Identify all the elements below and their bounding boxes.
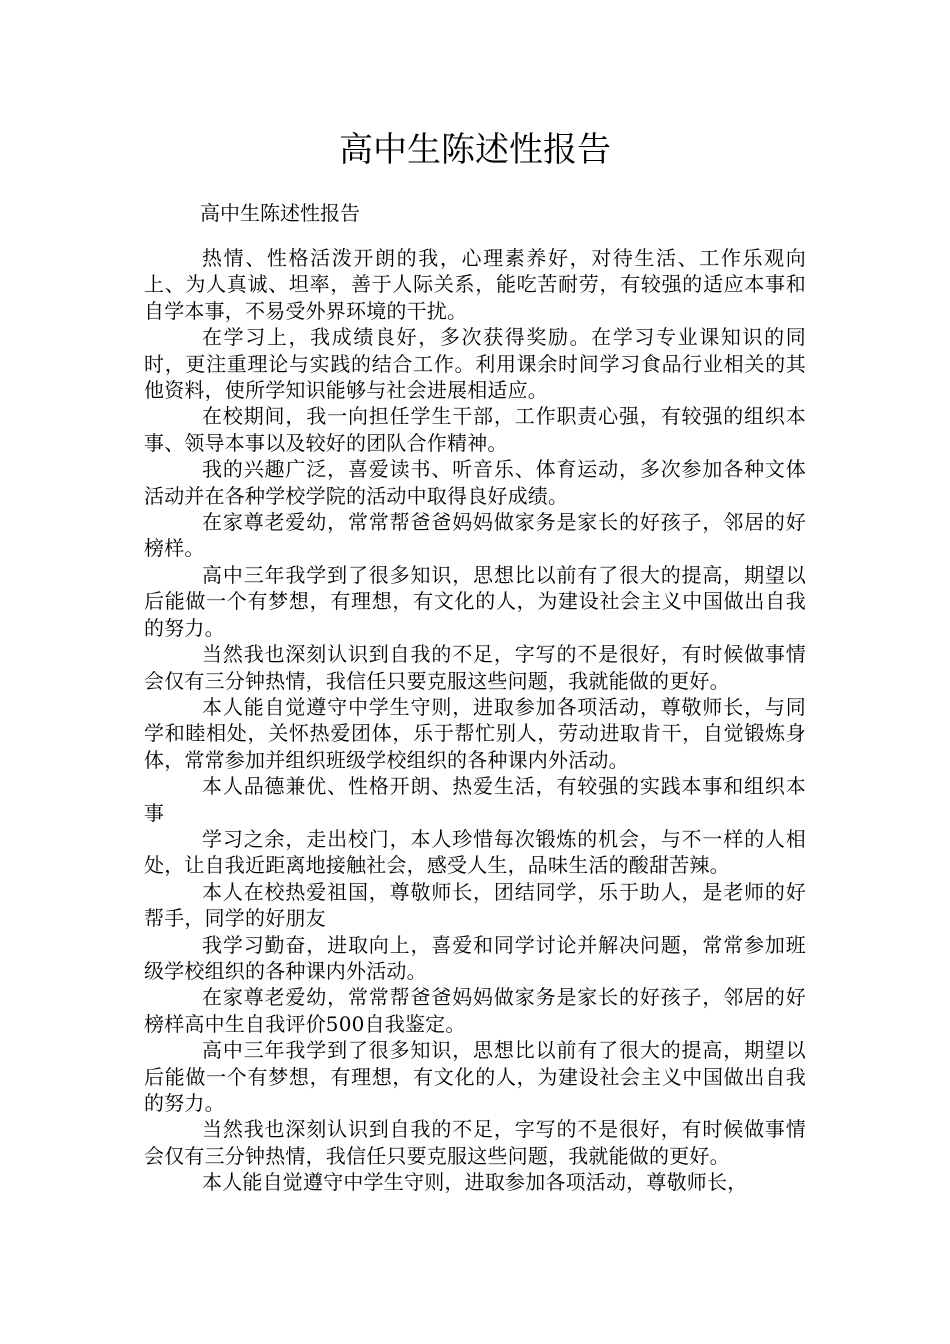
paragraph: 学习之余，走出校门，本人珍惜每次锻炼的机会，与不一样的人相处，让自我近距离地接触社会，感受人生，品味生活的酸甜苦辣。 [144, 826, 806, 878]
page-title: 高中生陈述性报告 [339, 130, 611, 170]
paragraph: 我学习勤奋，进取向上，喜爱和同学讨论并解决问题，常常参加班级学校组织的各种课内外活动。 [144, 932, 806, 983]
paragraph: 本人品德兼优、性格开朗、热爱生活，有较强的实践本事和组织本事 [144, 774, 806, 825]
paragraph: 在家尊老爱幼，常常帮爸爸妈妈做家务是家长的好孩子，邻居的好榜样高中生自我评价500自我鉴定。 [144, 985, 806, 1036]
paragraph: 在学习上，我成绩良好，多次获得奖励。在学习专业课知识的同时，更注重理论与实践的结合工作。利用课余时间学习食品行业相关的其他资料，使所学知识能够与社会进展相适应。 [144, 325, 806, 403]
paragraph: 本人能自觉遵守中学生守则，进取参加各项活动，尊敬师长，与同学和睦相处，关怀热爱团体，乐于帮忙别人，劳动进取肯干，自觉锻炼身体，常常参加并组织班级学校组织的各种课内外活动。 [144, 694, 806, 772]
paragraph: 高中三年我学到了很多知识，思想比以前有了很大的提高，期望以后能做一个有梦想，有理想，有文化的人，为建设社会主义中国做出自我的努力。 [144, 562, 806, 640]
paragraph: 在校期间，我一向担任学生干部，工作职责心强，有较强的组织本事、领导本事以及较好的团队合作精神。 [144, 404, 806, 455]
paragraph: 当然我也深刻认识到自我的不足，字写的不是很好，有时候做事情会仅有三分钟热情，我信任只要克服这些问题，我就能做的更好。 [144, 1117, 806, 1168]
paragraph: 在家尊老爱幼，常常帮爸爸妈妈做家务是家长的好孩子，邻居的好榜样。 [144, 510, 806, 561]
paragraph: 我的兴趣广泛，喜爱读书、听音乐、体育运动，多次参加各种文体活动并在各种学校学院的活动中取得良好成绩。 [144, 457, 806, 508]
document-subtitle: 高中生陈述性报告 [200, 201, 360, 225]
paragraph: 高中三年我学到了很多知识，思想比以前有了很大的提高，期望以后能做一个有梦想，有理想，有文化的人，为建设社会主义中国做出自我的努力。 [144, 1038, 806, 1115]
document-body [144, 245, 806, 1196]
paragraph: 本人能自觉遵守中学生守则，进取参加各项活动，尊敬师长， [202, 1170, 748, 1195]
paragraph: 本人在校热爱祖国，尊敬师长，团结同学，乐于助人，是老师的好帮手，同学的好朋友 [144, 879, 806, 931]
paragraph: 热情、性格活泼开朗的我，心理素养好，对待生活、工作乐观向上、为人真诚、坦率，善于人际关系，能吃苦耐劳，有较强的适应本事和自学本事，不易受外界环境的干扰。 [144, 246, 806, 323]
paragraph: 当然我也深刻认识到自我的不足，字写的不是很好，有时候做事情会仅有三分钟热情，我信任只要克服这些问题，我就能做的更好。 [144, 642, 806, 693]
